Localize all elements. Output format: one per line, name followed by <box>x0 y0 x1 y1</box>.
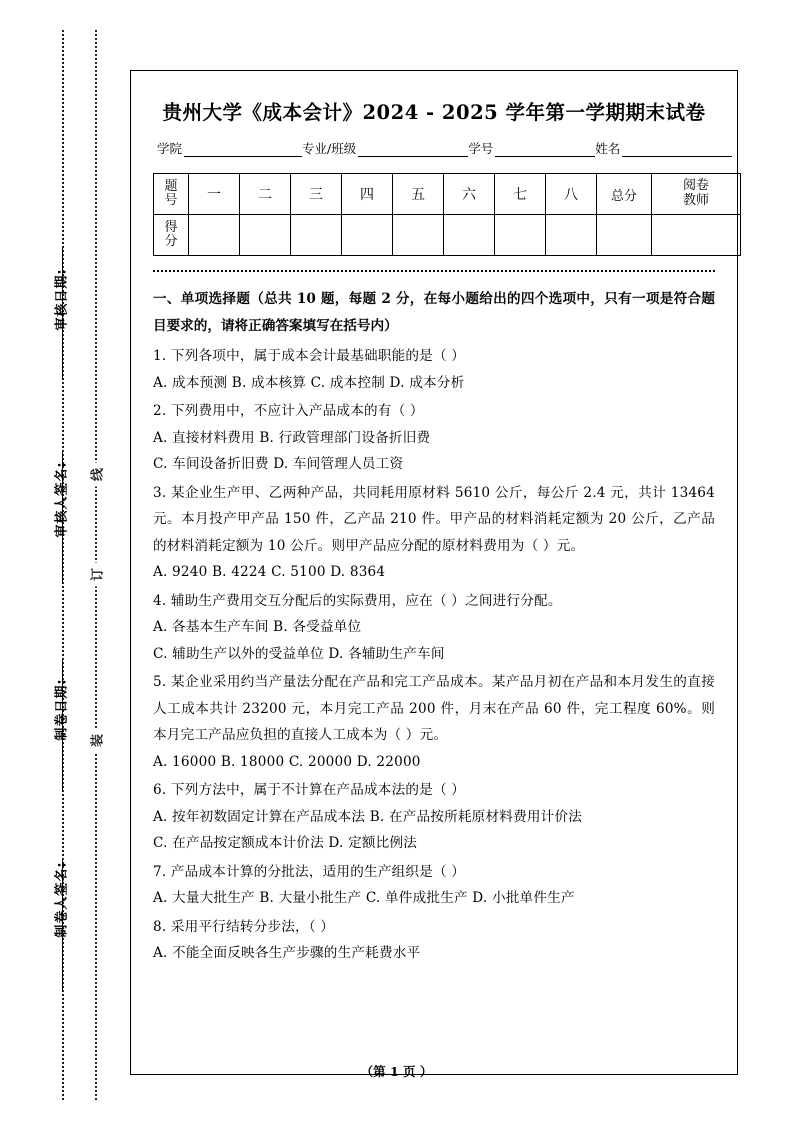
score-cell-7[interactable] <box>495 215 546 256</box>
score-cell-6[interactable] <box>444 215 495 256</box>
fold-mark-bind: 订 <box>84 563 109 587</box>
score-column-header-grader <box>652 174 741 215</box>
field-college[interactable] <box>157 139 302 157</box>
question-2-options-line-2[interactable]: C. 车间设备折旧费 D. 车间管理人员工资 <box>153 456 404 472</box>
table-row-question-numbers <box>154 174 741 215</box>
field-college-label: 学院 <box>157 141 183 156</box>
score-cell-2[interactable] <box>240 215 291 256</box>
question-4-options-line-2[interactable]: C. 辅助生产以外的受益单位 D. 各辅助生产车间 <box>153 645 445 662</box>
field-college-blank[interactable] <box>184 143 302 157</box>
score-column-header-2: 二 <box>240 174 291 215</box>
question-7 <box>153 859 715 912</box>
score-column-header-1: 一 <box>189 174 240 215</box>
question-3-stem: 3. 某企业生产甲、乙两种产品，共同耗用原材料 5610 公斤，每公斤 2.4 元，共计 13464 元。本月投产甲产品 150 件，乙产品 210 件。甲产品的材料消耗定额为 20 公斤，乙产品的材料消耗定额为 10 公斤。则甲产品应分配的原材料费用为（ ）元。 <box>153 484 715 554</box>
field-student-id-blank[interactable] <box>495 143 595 157</box>
field-major-label: 专业/班级 <box>302 141 357 156</box>
question-1-stem: 1. 下列各项中，属于成本会计最基础职能的是（ ） <box>153 348 466 364</box>
score-column-header-7: 七 <box>495 174 546 215</box>
field-name-label: 姓名 <box>595 141 621 156</box>
row-header-score-char1: 得 <box>164 220 178 236</box>
left-binding-margin <box>0 0 120 1122</box>
student-info-row <box>157 139 711 157</box>
score-column-header-4: 四 <box>342 174 393 215</box>
grader-label-char2: 教师 <box>682 193 709 208</box>
margin-label-review-date: 审核日期: <box>54 268 70 331</box>
section-heading-multiple-choice: 一、单项选择题（总共 10 题，每题 2 分，在每小题给出的四个选项中，只有一项是符合题目要求的，请将正确答案填写在括号内） <box>153 291 715 334</box>
question-2-options-line-1[interactable]: A. 直接材料费用 B. 行政管理部门设备折旧费 <box>153 429 431 446</box>
score-cell-3[interactable] <box>291 215 342 256</box>
score-cell-5[interactable] <box>393 215 444 256</box>
score-column-header-6: 六 <box>444 174 495 215</box>
question-5-options-line-1[interactable]: A. 16000 B. 18000 C. 20000 D. 22000 <box>153 753 421 770</box>
question-7-stem: 7. 产品成本计算的分批法，适用的生产组织是（ ） <box>153 863 466 880</box>
fold-mark-line: 线 <box>84 463 109 487</box>
score-column-header-total: 总分 <box>597 174 652 215</box>
question-4 <box>153 588 715 668</box>
field-major[interactable] <box>302 139 468 157</box>
question-3-options-line-1[interactable]: A. 9240 B. 4224 C. 5100 D. 8364 <box>153 564 386 580</box>
question-6-options-line-2[interactable]: C. 在产品按定额成本计价法 D. 定额比例法 <box>153 835 418 851</box>
question-8 <box>153 914 715 967</box>
question-2-stem: 2. 下列费用中，不应计入产品成本的有（ ） <box>153 403 424 419</box>
score-column-header-5: 五 <box>393 174 444 215</box>
margin-label-maker-date: 制卷日期: <box>54 678 70 741</box>
question-7-options-line-1[interactable]: A. 大量大批生产 B. 大量小批生产 C. 单件成批生产 D. 小批单件生产 <box>153 890 575 906</box>
row-header-question-no-char1: 题 <box>164 179 178 195</box>
section-divider <box>153 270 715 272</box>
table-row-scores <box>154 215 741 256</box>
score-cell-4[interactable] <box>342 215 393 256</box>
field-name[interactable] <box>595 139 732 157</box>
score-cell-8[interactable] <box>546 215 597 256</box>
field-major-blank[interactable] <box>358 143 468 157</box>
field-student-id[interactable] <box>468 139 595 157</box>
question-6-stem: 6. 下列方法中，属于不计算在产品成本法的是（ ） <box>153 782 466 798</box>
question-5-stem: 5. 某企业采用约当产量法分配在产品和完工产品成本。某产品月初在产品和本月发生的直接人工成本共计 23200 元，本月完工产品 200 件，月末在产品 60 件，完工程度 60%。则本月完工产品应负担的直接人工成本为（ ）元。 <box>153 674 715 743</box>
question-8-stem: 8. 采用平行结转分步法，（ ） <box>153 918 335 935</box>
question-6 <box>153 777 715 857</box>
row-header-score-char2: 分 <box>164 234 178 249</box>
question-3 <box>153 480 715 586</box>
question-5 <box>153 669 715 775</box>
score-column-header-3: 三 <box>291 174 342 215</box>
score-cell-1[interactable] <box>189 215 240 256</box>
field-name-blank[interactable] <box>622 143 732 157</box>
margin-label-maker-signature: 制卷人签名: <box>54 861 70 938</box>
score-cell-total[interactable] <box>597 215 652 256</box>
grader-label-char1: 阅卷 <box>682 178 709 194</box>
question-8-options-line-1[interactable]: A. 不能全面反映各生产步骤的生产耗费水平 <box>153 945 421 961</box>
question-6-options-line-1[interactable]: A. 按年初数固定计算在产品成本法 B. 在产品按所耗原材料费用计价法 <box>153 808 583 825</box>
fold-mark-pack: 装 <box>84 729 109 753</box>
score-column-header-8: 八 <box>546 174 597 215</box>
exam-paper-frame <box>130 70 738 1075</box>
page-footer <box>0 1062 793 1080</box>
score-table <box>153 173 741 256</box>
row-header-question-no-char2: 号 <box>164 193 178 208</box>
row-header-score <box>154 215 189 256</box>
page-title: 贵州大学《成本会计》2024 - 2025 学年第一学期期末试卷 <box>162 101 706 124</box>
question-1-options-line-1[interactable]: A. 成本预测 B. 成本核算 C. 成本控制 D. 成本分析 <box>153 374 465 391</box>
question-2 <box>153 398 715 478</box>
page-indicator: （第 1 页 ） <box>360 1064 433 1079</box>
row-header-question-no <box>154 174 189 215</box>
question-4-options-line-1[interactable]: A. 各基本生产车间 B. 各受益单位 <box>153 619 362 635</box>
question-1 <box>153 343 715 396</box>
margin-label-review-signature: 审核人签名: <box>54 461 70 538</box>
question-4-stem: 4. 辅助生产费用交互分配后的实际费用，应在（ ）之间进行分配。 <box>153 592 562 609</box>
field-student-id-label: 学号 <box>468 141 494 156</box>
score-cell-grader[interactable] <box>652 215 741 256</box>
